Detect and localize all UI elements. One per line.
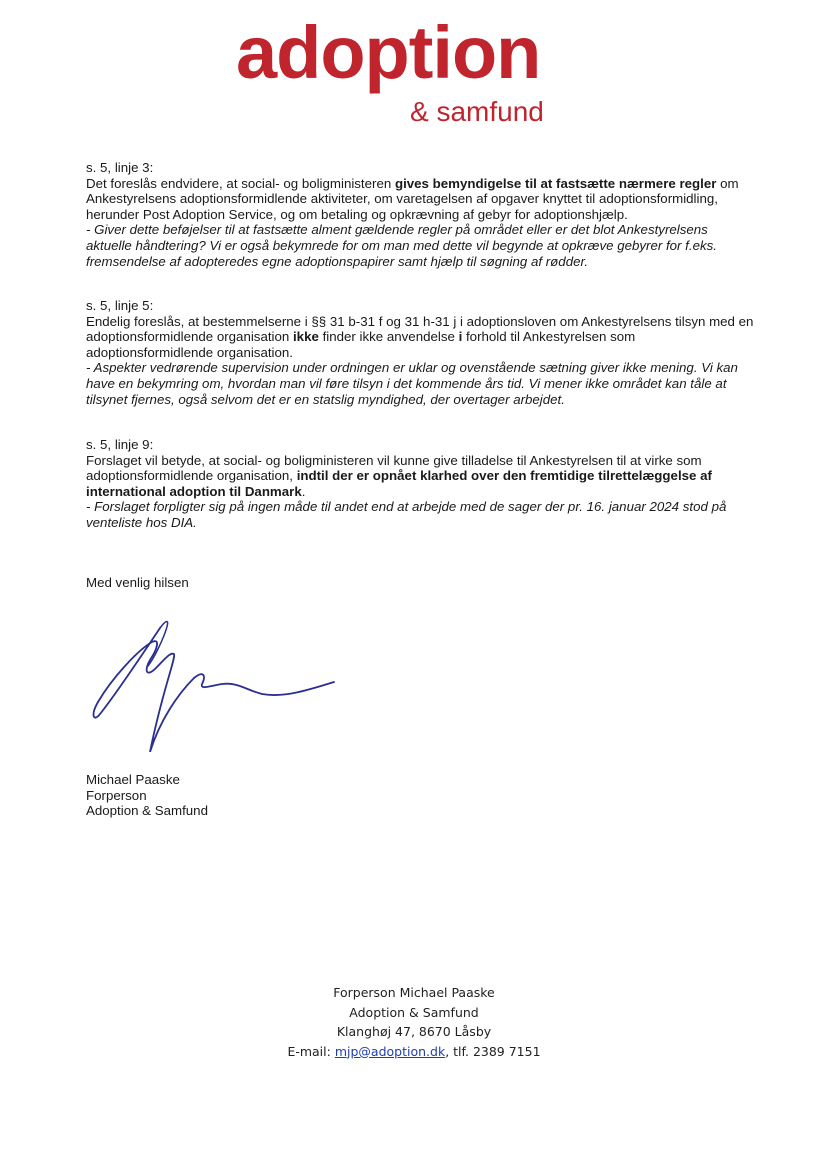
logo	[232, 11, 592, 132]
body-text: Endelig foreslås, at bestemmelserne i §§ 31 b-31 f og 31 h-31 j i adoptionsloven om Ankestyrelsens tilsyn med en adoptionsformidlende organisation	[86, 313, 754, 345]
section-heading: s. 5, linje 9:	[86, 437, 154, 452]
logo-wordmark: adoption	[236, 11, 541, 94]
signer-block	[86, 772, 208, 819]
footer-name: Forperson Michael Paaske	[333, 985, 495, 1000]
section-comment: - Forslaget forpligter sig på ingen måde til andet end at arbejde med de sager der pr. 16. januar 2024 stod på venteliste hos DIA.	[86, 499, 727, 530]
section-linje-5	[86, 298, 756, 407]
signer-org: Adoption & Samfund	[86, 803, 208, 819]
body-bold: ikke	[292, 329, 319, 345]
body-text: .	[301, 483, 306, 499]
phone-text: , tlf. 2389 7151	[445, 1043, 541, 1059]
body-bold: gives bemyndigelse til at fastsætte nærmere regler	[394, 175, 717, 191]
footer-org: Adoption & Samfund	[349, 1004, 479, 1020]
section-comment: - Giver dette beføjelser til at fastsætte alment gældende regler på området eller er det blot Ankestyrelsens aktuelle håndtering? Vi er også bekymrede for om man med dette vil begynde at opkræve gebyrer for f.eks. fremsendelse af adopteredes egne adoptionspapirer samt hjælp til søgning af rødder.	[86, 222, 717, 269]
section-body	[86, 314, 756, 361]
section-body	[86, 176, 756, 223]
section-linje-9	[86, 437, 756, 531]
body-text: Det foreslås endvidere, at social- og boligministeren	[86, 175, 395, 191]
footer-contact	[0, 983, 828, 1061]
footer-address: Klanghøj 47, 8670 Låsby	[336, 1024, 492, 1040]
closing-greeting: Med venlig hilsen	[86, 575, 189, 590]
signer-role: Forperson	[86, 787, 147, 803]
email-label: E-mail:	[287, 1043, 335, 1059]
body-text: om Ankestyrelsens adoptionsformidlende aktiviteter, om varetagelsen af opgaver knyttet til adoptionsformidling, herunder Post Adoption Service, og om betaling og opkrævning af gebyr for adoptionshjælp.	[86, 175, 739, 222]
section-heading: s. 5, linje 3:	[86, 160, 154, 175]
section-linje-3	[86, 160, 756, 269]
section-heading: s. 5, linje 5:	[86, 298, 154, 313]
handwritten-signature	[86, 602, 346, 752]
section-body	[86, 453, 756, 500]
logo-subtitle: & samfund	[410, 96, 544, 127]
signer-name: Michael Paaske	[86, 772, 180, 787]
body-text: forhold til Ankestyrelsen som adoptionsformidlende organisation.	[86, 329, 636, 360]
email-link[interactable]: mjp@adoption.dk	[334, 1043, 446, 1059]
body-bold: indtil der er opnået klarhed over den fremtidige tilrettelæggelse af international adoption til Danmark	[86, 468, 712, 499]
body-text: Forslaget vil betyde, at social- og boligministeren vil kunne give tilladelse til Ankestyrelsen til at virke som adoptionsformidlende organisation,	[86, 452, 702, 484]
body-text: finder ikke anvendelse	[318, 329, 459, 345]
body-bold: i	[458, 329, 463, 345]
footer-contact-line	[0, 1042, 828, 1062]
section-comment: - Aspekter vedrørende supervision under ordningen er uklar og ovenstående sætning giver ikke mening. Vi kan have en bekymring om, hvordan man vil føre tilsyn i det kommende års tid. Vi mener ikke området kan tåle at tilsynet fjernes, også selvom det er en statslig myndighed, der overtager arbejdet.	[86, 360, 738, 407]
